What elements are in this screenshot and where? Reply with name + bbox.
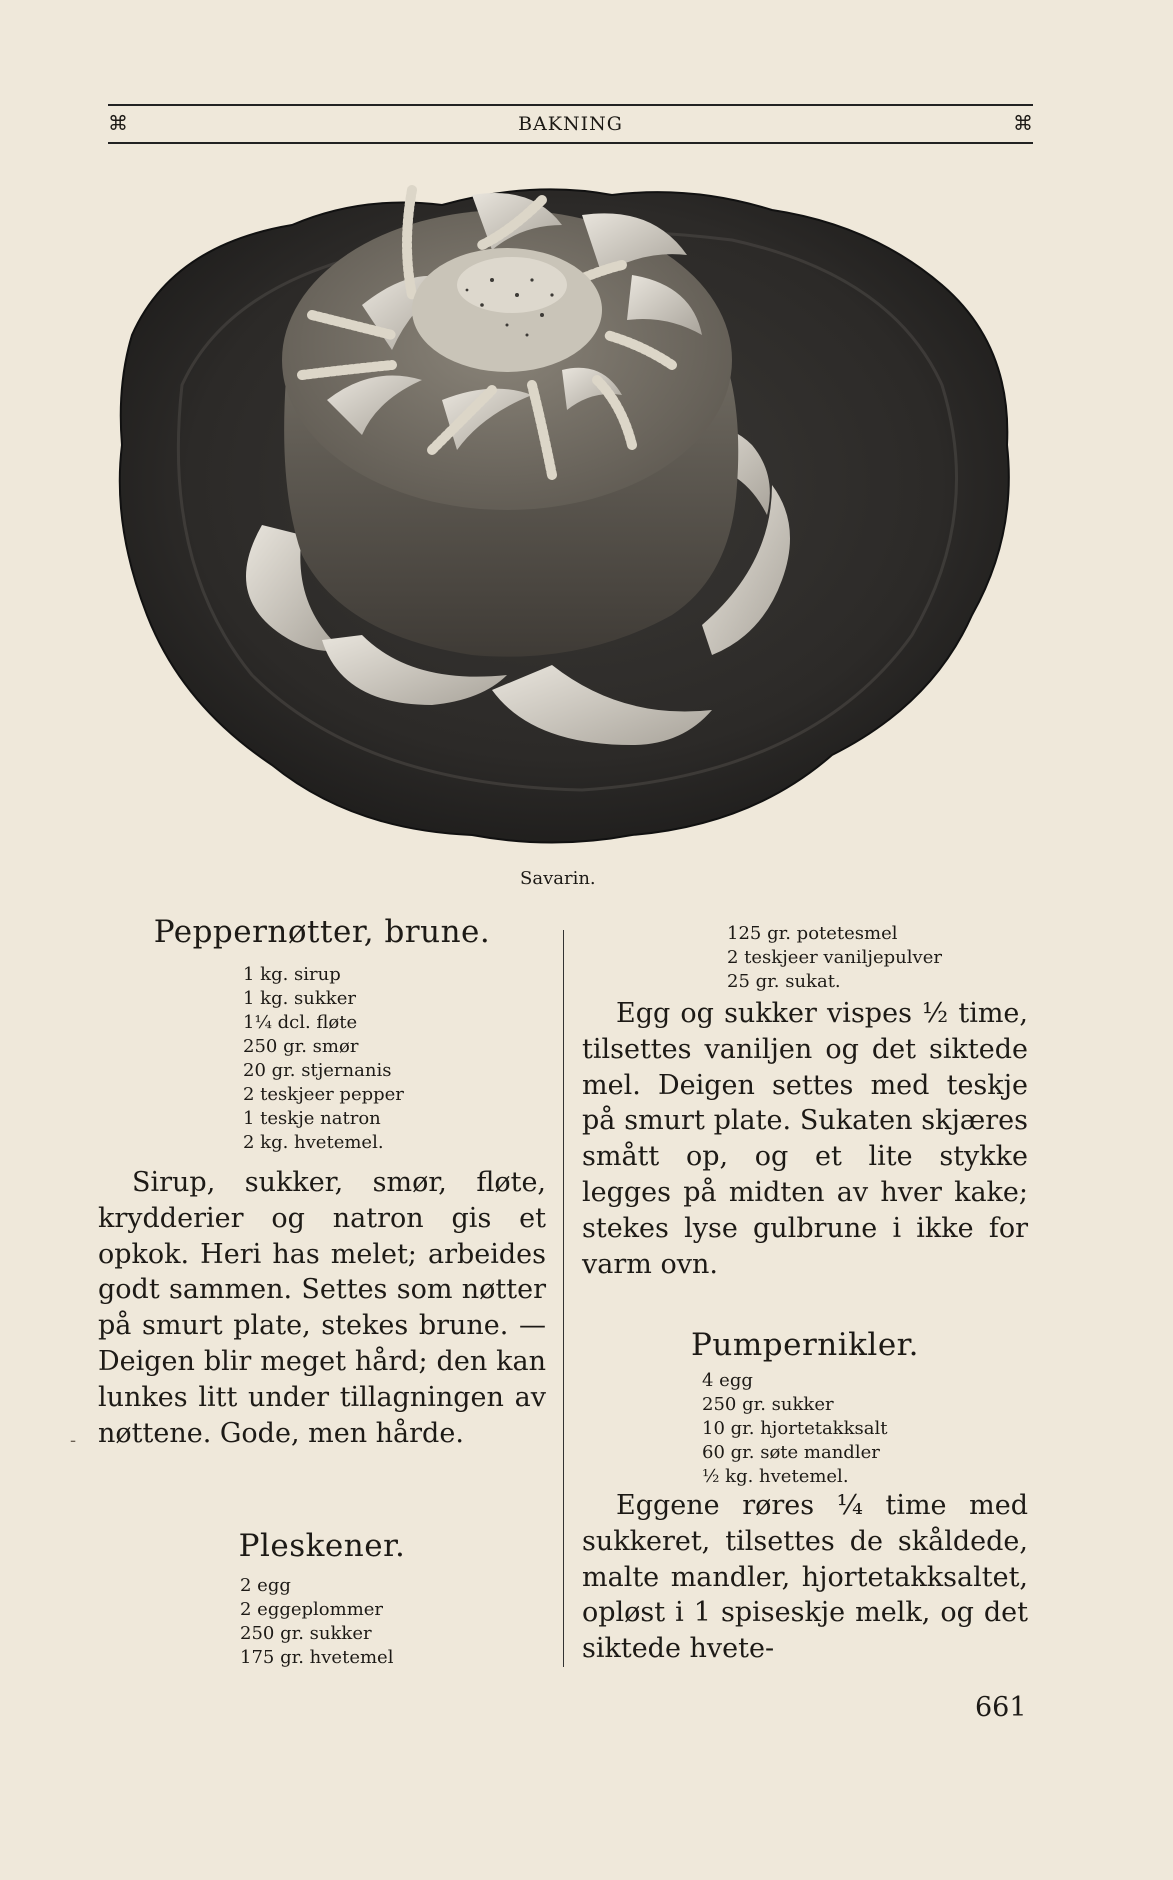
page-number: 661 — [975, 1692, 1027, 1723]
ingredient: 1 teskje natron — [243, 1108, 381, 1129]
column-divider — [563, 930, 564, 1667]
ingredient-list-pleskener — [240, 1574, 393, 1670]
ingredient: 4 egg — [702, 1370, 753, 1391]
ingredient: 175 gr. hvetemel — [240, 1647, 394, 1668]
ornament-right-icon: ⌘ — [1013, 111, 1033, 135]
ingredient: ½ kg. hvetemel. — [702, 1466, 849, 1487]
recipe-text-continued: Egg og sukker vispes ½ time, tilsettes vaniljen og det siktede mel. Deigen settes med teskje på smurt plate. Sukaten skjæres smått op, og et lite stykke legges på midten av hver kake; stekes lyse gulbrune i ikke for varm ovn. — [582, 998, 1028, 1280]
ingredient: 1 kg. sirup — [243, 964, 341, 985]
ingredient: 2 teskjeer pepper — [243, 1084, 404, 1105]
running-title: BAKNING — [518, 113, 623, 135]
ingredient: 2 egg — [240, 1575, 291, 1596]
recipe-title-pleskener: Pleskener. — [238, 1528, 406, 1564]
recipe-title-pumpernikler: Pumpernikler. — [691, 1327, 919, 1363]
ingredient: 2 eggeplommer — [240, 1599, 384, 1620]
ingredient-list-peppernotter — [243, 963, 404, 1155]
running-head — [108, 111, 1033, 137]
ornament-left-icon: ⌘ — [108, 111, 128, 135]
figure-caption: Savarin. — [520, 868, 596, 889]
ingredient: 125 gr. potetesmel — [727, 923, 898, 944]
ingredient: 20 gr. stjernanis — [243, 1060, 392, 1081]
ingredient: 2 kg. hvetemel. — [243, 1132, 384, 1153]
ingredient: 1 kg. sukker — [243, 988, 356, 1009]
ingredient-list-continued — [727, 922, 942, 994]
recipe-text-pumpernikler: Eggene røres ¼ time med sukkeret, tilsettes de skåldede, malte mandler, hjortetakksaltet, opløst i 1 spiseskje melk, og det siktede hvete- — [582, 1490, 1028, 1665]
margin-mark: - — [70, 1430, 77, 1451]
ingredient-list-pumpernikler — [702, 1369, 887, 1489]
ingredient: 1¼ dcl. fløte — [243, 1012, 358, 1033]
header-rule-top — [108, 104, 1033, 106]
ingredient: 60 gr. søte mandler — [702, 1442, 880, 1463]
recipe-title-peppernotter: Peppernøtter, brune. — [153, 914, 491, 950]
ingredient: 2 teskjeer vaniljepulver — [727, 947, 942, 968]
header-rule-bottom — [108, 142, 1033, 144]
recipe-text-peppernotter: Sirup, sukker, smør, fløte, krydderier og natron gis et opkok. Heri has melet; arbeides godt sammen. Settes som nøtter på smurt plate, stekes brune. — Deigen blir meget hård; den kan lunkes litt under tillagningen av nøttene. Gode, men hårde. — [98, 1167, 546, 1449]
savarin-photo — [112, 185, 1022, 850]
ingredient: 250 gr. sukker — [240, 1623, 372, 1644]
ingredient: 250 gr. smør — [243, 1036, 359, 1057]
ingredient: 10 gr. hjortetakksalt — [702, 1418, 888, 1439]
ingredient: 250 gr. sukker — [702, 1394, 834, 1415]
ingredient: 25 gr. sukat. — [727, 971, 841, 992]
